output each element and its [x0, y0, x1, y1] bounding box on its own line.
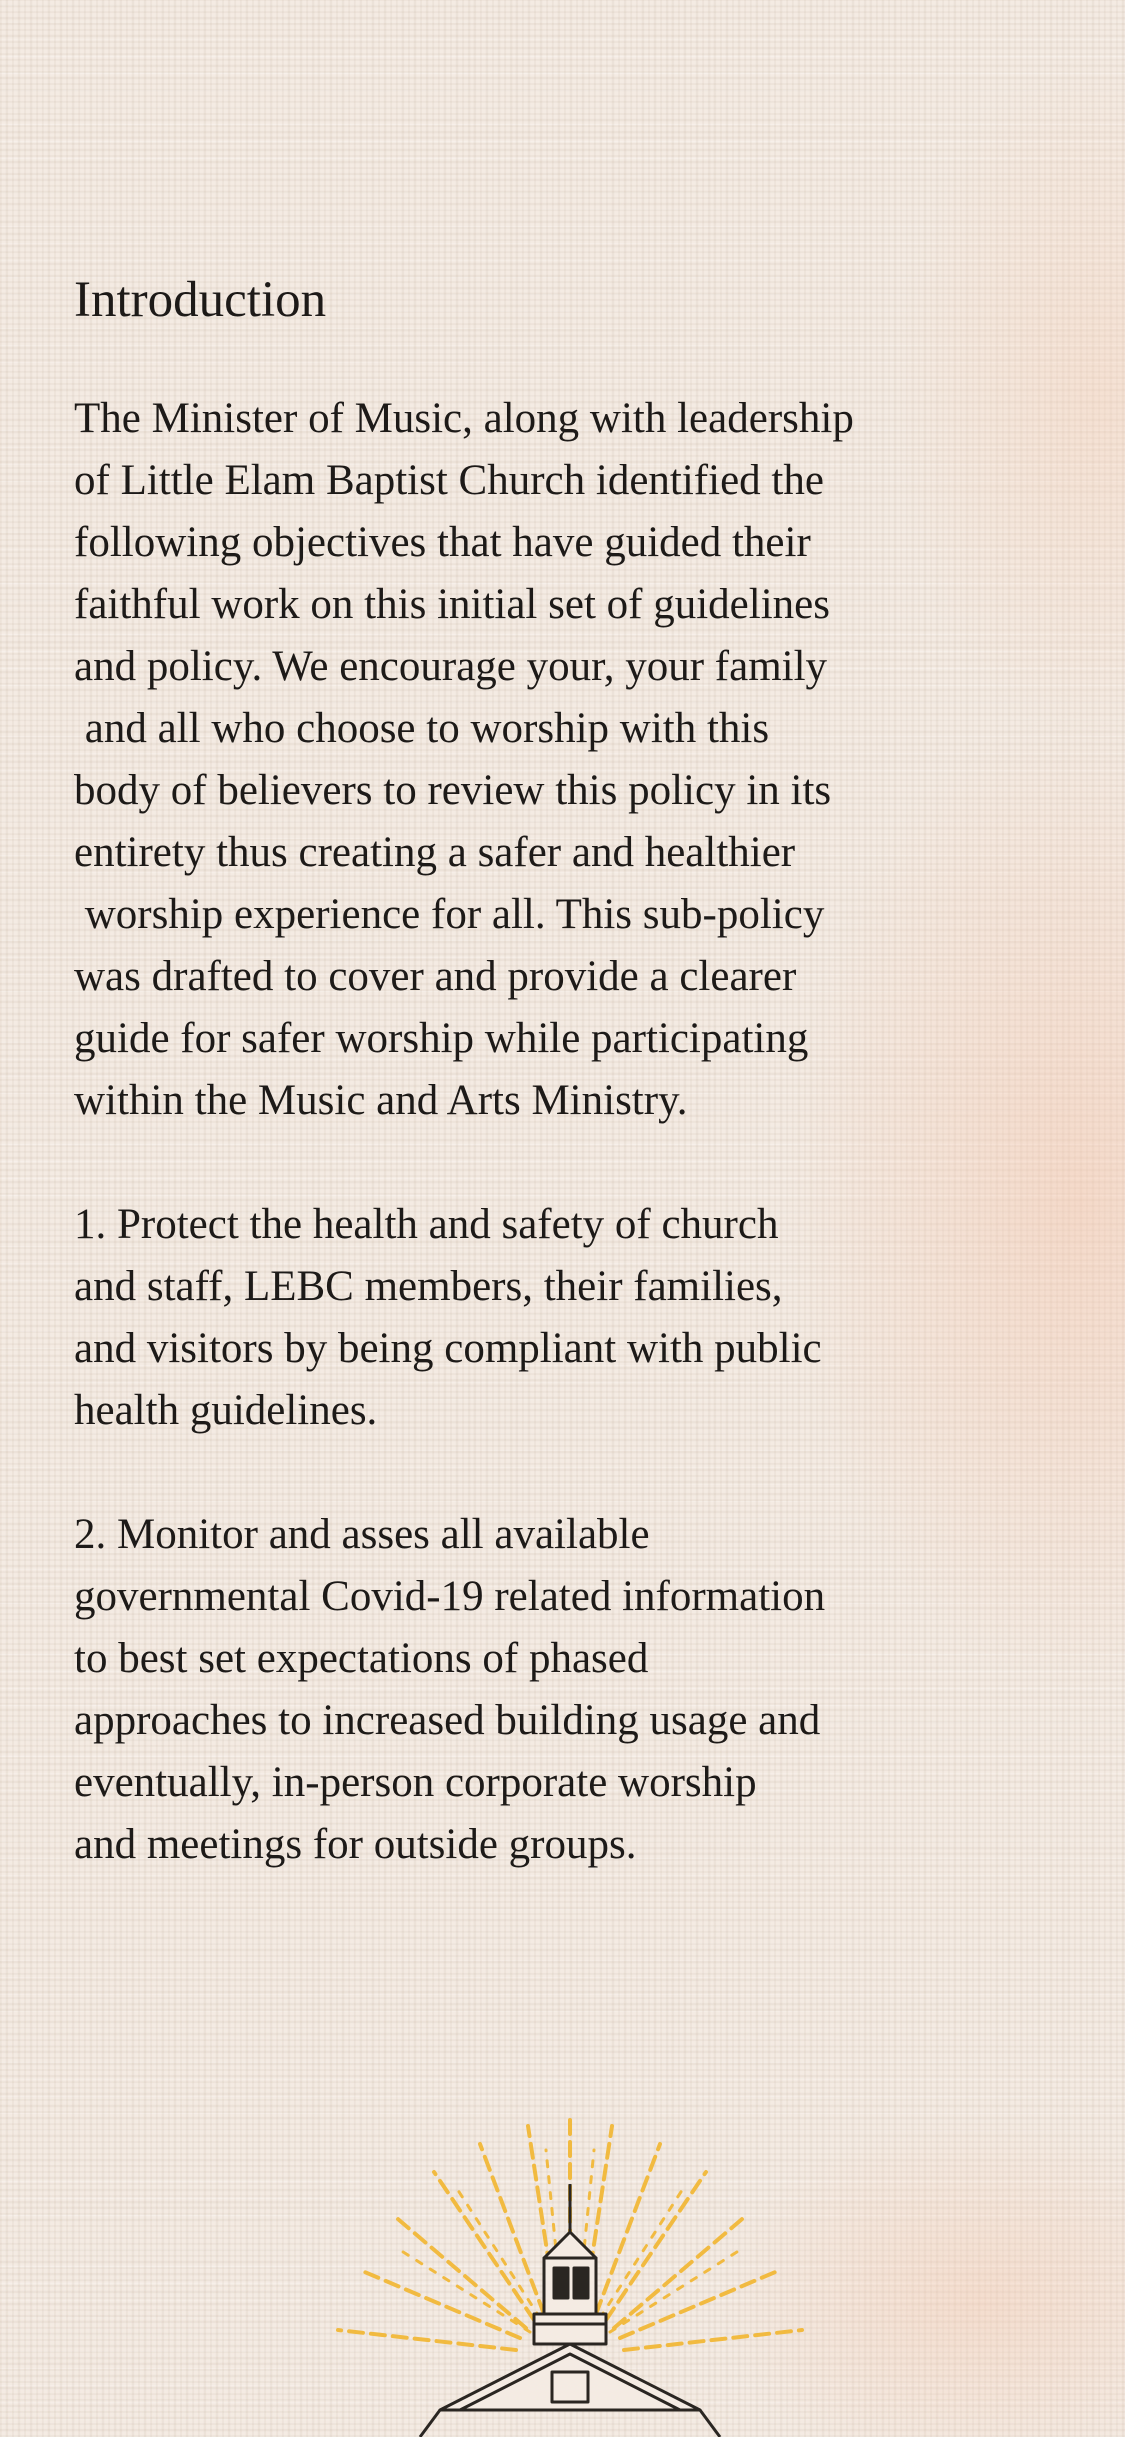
- paragraph-spacer: [74, 1132, 1084, 1194]
- text-line: guide for safer worship while participating: [74, 1015, 809, 1062]
- text-line: and meetings for outside groups.: [74, 1821, 637, 1868]
- objective-2-paragraph: [74, 1504, 1084, 1876]
- text-line: within the Music and Arts Ministry.: [74, 1077, 688, 1124]
- intro-paragraph: [74, 388, 1084, 1132]
- page-title: Introduction: [74, 272, 327, 328]
- text-line: to best set expectations of phased: [74, 1635, 649, 1682]
- text-line: body of believers to review this policy in its: [74, 767, 832, 814]
- text-line: approaches to increased building usage and: [74, 1697, 821, 1744]
- text-line: faithful work on this initial set of guidelines: [74, 581, 830, 628]
- text-line: 2. Monitor and asses all available: [74, 1511, 650, 1558]
- church-building: [420, 2184, 720, 2437]
- text-line: 1. Protect the health and safety of church: [74, 1201, 779, 1248]
- text-line: and all who choose to worship with this: [74, 705, 770, 752]
- text-line: and policy. We encourage your, your family: [74, 643, 828, 690]
- objective-1-paragraph: [74, 1194, 1084, 1442]
- text-line: worship experience for all. This sub-policy: [74, 891, 825, 938]
- text-line: eventually, in-person corporate worship: [74, 1759, 757, 1806]
- text-line: entirety thus creating a safer and healthier: [74, 829, 796, 876]
- text-line: and staff, LEBC members, their families,: [74, 1263, 783, 1310]
- paragraph-spacer: [74, 1442, 1084, 1504]
- page-content: [74, 268, 1084, 1876]
- text-line: The Minister of Music, along with leadership: [74, 395, 854, 442]
- text-line: following objectives that have guided their: [74, 519, 811, 566]
- church-steeple-sunburst-icon: [330, 2110, 810, 2437]
- text-line: and visitors by being compliant with public: [74, 1325, 822, 1372]
- text-line: governmental Covid-19 related information: [74, 1573, 826, 1620]
- text-line: was drafted to cover and provide a clearer: [74, 953, 797, 1000]
- text-line: health guidelines.: [74, 1387, 378, 1434]
- text-line: of Little Elam Baptist Church identified the: [74, 457, 824, 504]
